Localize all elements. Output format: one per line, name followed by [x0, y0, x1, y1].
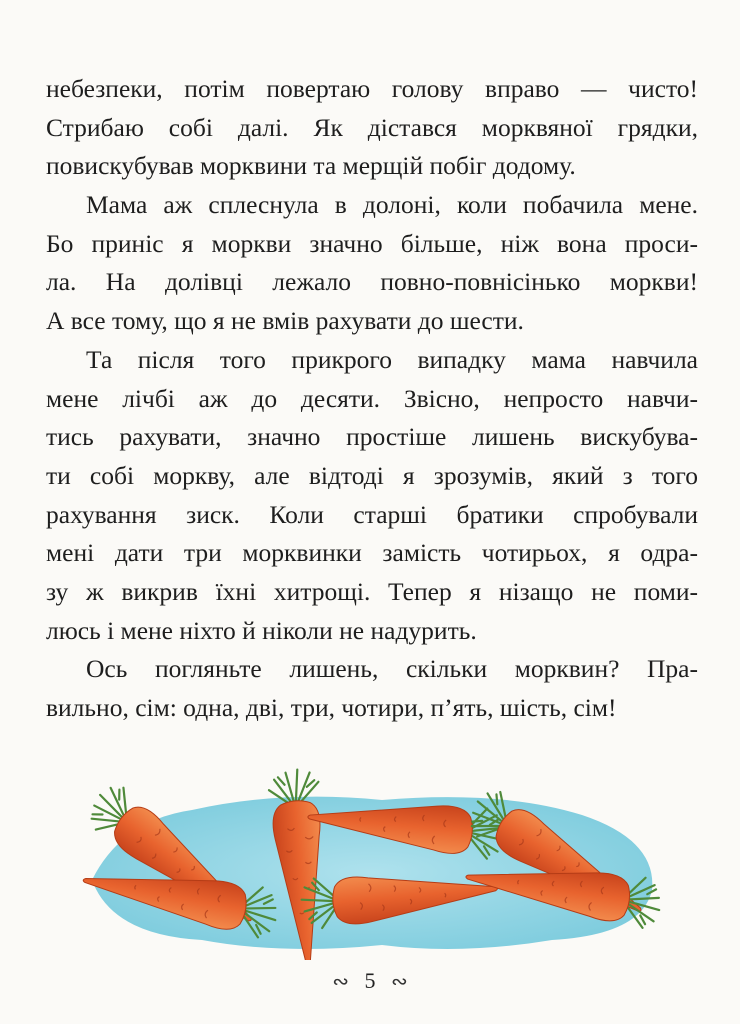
text-line: мене лічбі аж до десяти. Звісно, непросто навчи-: [46, 383, 698, 413]
text-line: зу ж викрив їхні хитрощі. Тепер я нізащо не поми-: [46, 576, 698, 606]
text-line: А все тому, що я не вмів рахувати до шести.: [46, 306, 524, 336]
page-footer: [0, 968, 740, 994]
text-line: небезпеки, потім повертаю голову вправо — чисто!: [46, 74, 698, 103]
page-number: 5: [364, 968, 376, 993]
ornament-left-icon: ∾: [332, 971, 349, 993]
text-line: люсь і мене ніхто й ніколи не надурить.: [46, 615, 477, 645]
story-text: [46, 70, 698, 728]
text-line: повискубував морквини та мерщій побіг додому.: [46, 151, 576, 181]
text-line: Стрибаю собі далі. Як дістався морквяної грядки,: [46, 112, 698, 142]
text-line: Бо приніс я моркви значно більше, ніж вона проси-: [46, 228, 698, 258]
text-line: вильно, сім: одна, дві, три, чотири, п’ять, шість, сім!: [46, 693, 617, 722]
text-line: Та після того прикрого випадку мама навчила: [86, 344, 698, 374]
text-line: тись рахувати, значно простіше лишень вискубува-: [46, 422, 698, 452]
ornament-right-icon: ∾: [391, 971, 408, 993]
text-line: ти собі моркву, але відтоді я зрозумів, який з того: [46, 460, 698, 490]
text-line: мені дати три морквинки замість чотирьох, я одра-: [46, 538, 698, 568]
text-line: Ось погляньте лишень, скільки морквин? Пра-: [86, 654, 698, 684]
carrots-illustration: [82, 760, 662, 960]
text-line: рахування зиск. Коли старші братики спробували: [46, 499, 698, 529]
text-line: ла. На долівці лежало повно-повнісінько моркви!: [46, 267, 698, 297]
text-line: Мама аж сплеснула в долоні, коли побачила мене.: [86, 190, 698, 220]
